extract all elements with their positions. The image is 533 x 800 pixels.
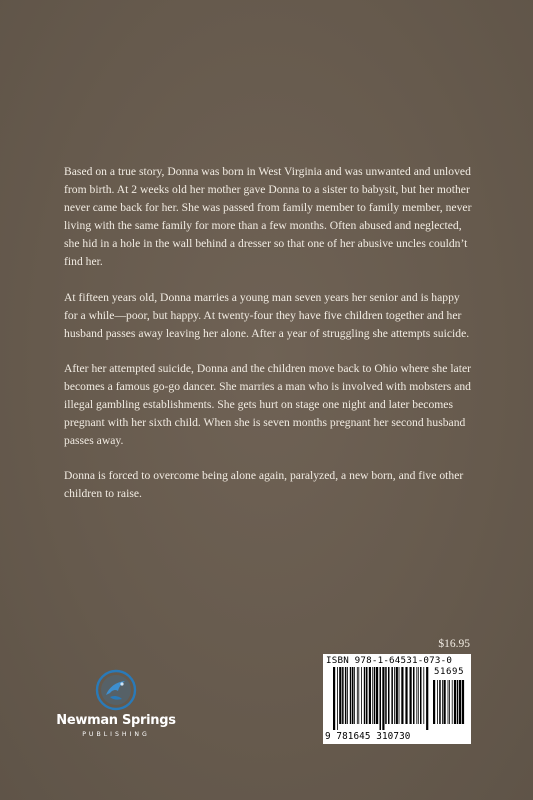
synopsis <box>64 163 476 521</box>
publisher-name: Newman Springs <box>56 713 176 728</box>
synopsis-paragraph-4: Donna is forced to overcome being alone again, paralyzed, a new born, and five other children to raise. <box>64 469 464 501</box>
ean-digits: 9 781645 310730 <box>325 731 411 742</box>
price-label: $16.95 <box>438 638 470 650</box>
bird-in-circle-icon <box>94 668 138 712</box>
isbn-barcode <box>323 654 471 744</box>
isbn-label: ISBN 978-1-64531-073-0 <box>326 655 453 666</box>
ean-barcode-bars <box>333 667 429 730</box>
synopsis-paragraph-2: At fifteen years old, Donna marries a young man seven years her senior and is happy for a while—poor, but happy. At twenty-four they have five children together and her husband passes away leaving her alone. After a year of struggling she attempts suicide. <box>64 290 470 340</box>
synopsis-paragraph-3: After her attempted suicide, Donna and the children move back to Ohio where she later becomes a famous go-go dancer. She marries a man who is involved with mobsters and illegal gambling establishments. She gets hurt on stage one night and later becomes pregnant with her sixth child. When she is seven months pregnant her second husband passes away. <box>64 361 472 448</box>
synopsis-paragraph-1: Based on a true story, Donna was born in West Virginia and was unwanted and unloved from birth. At 2 weeks old her mother gave Donna to a sister to babysit, but her mother never came back for her. She was passed from family member to family member, never living with the same family for more than a few months. Often abused and neglected, she hid in a hole in the wall behind a dresser so that one of her abusive uncles couldn’t find her. <box>64 165 472 269</box>
publisher-tagline: PUBLISHING <box>82 731 150 738</box>
publisher-logo <box>56 668 176 748</box>
price-addon-bars <box>433 680 467 730</box>
price-code-digits: 51695 <box>434 667 465 677</box>
